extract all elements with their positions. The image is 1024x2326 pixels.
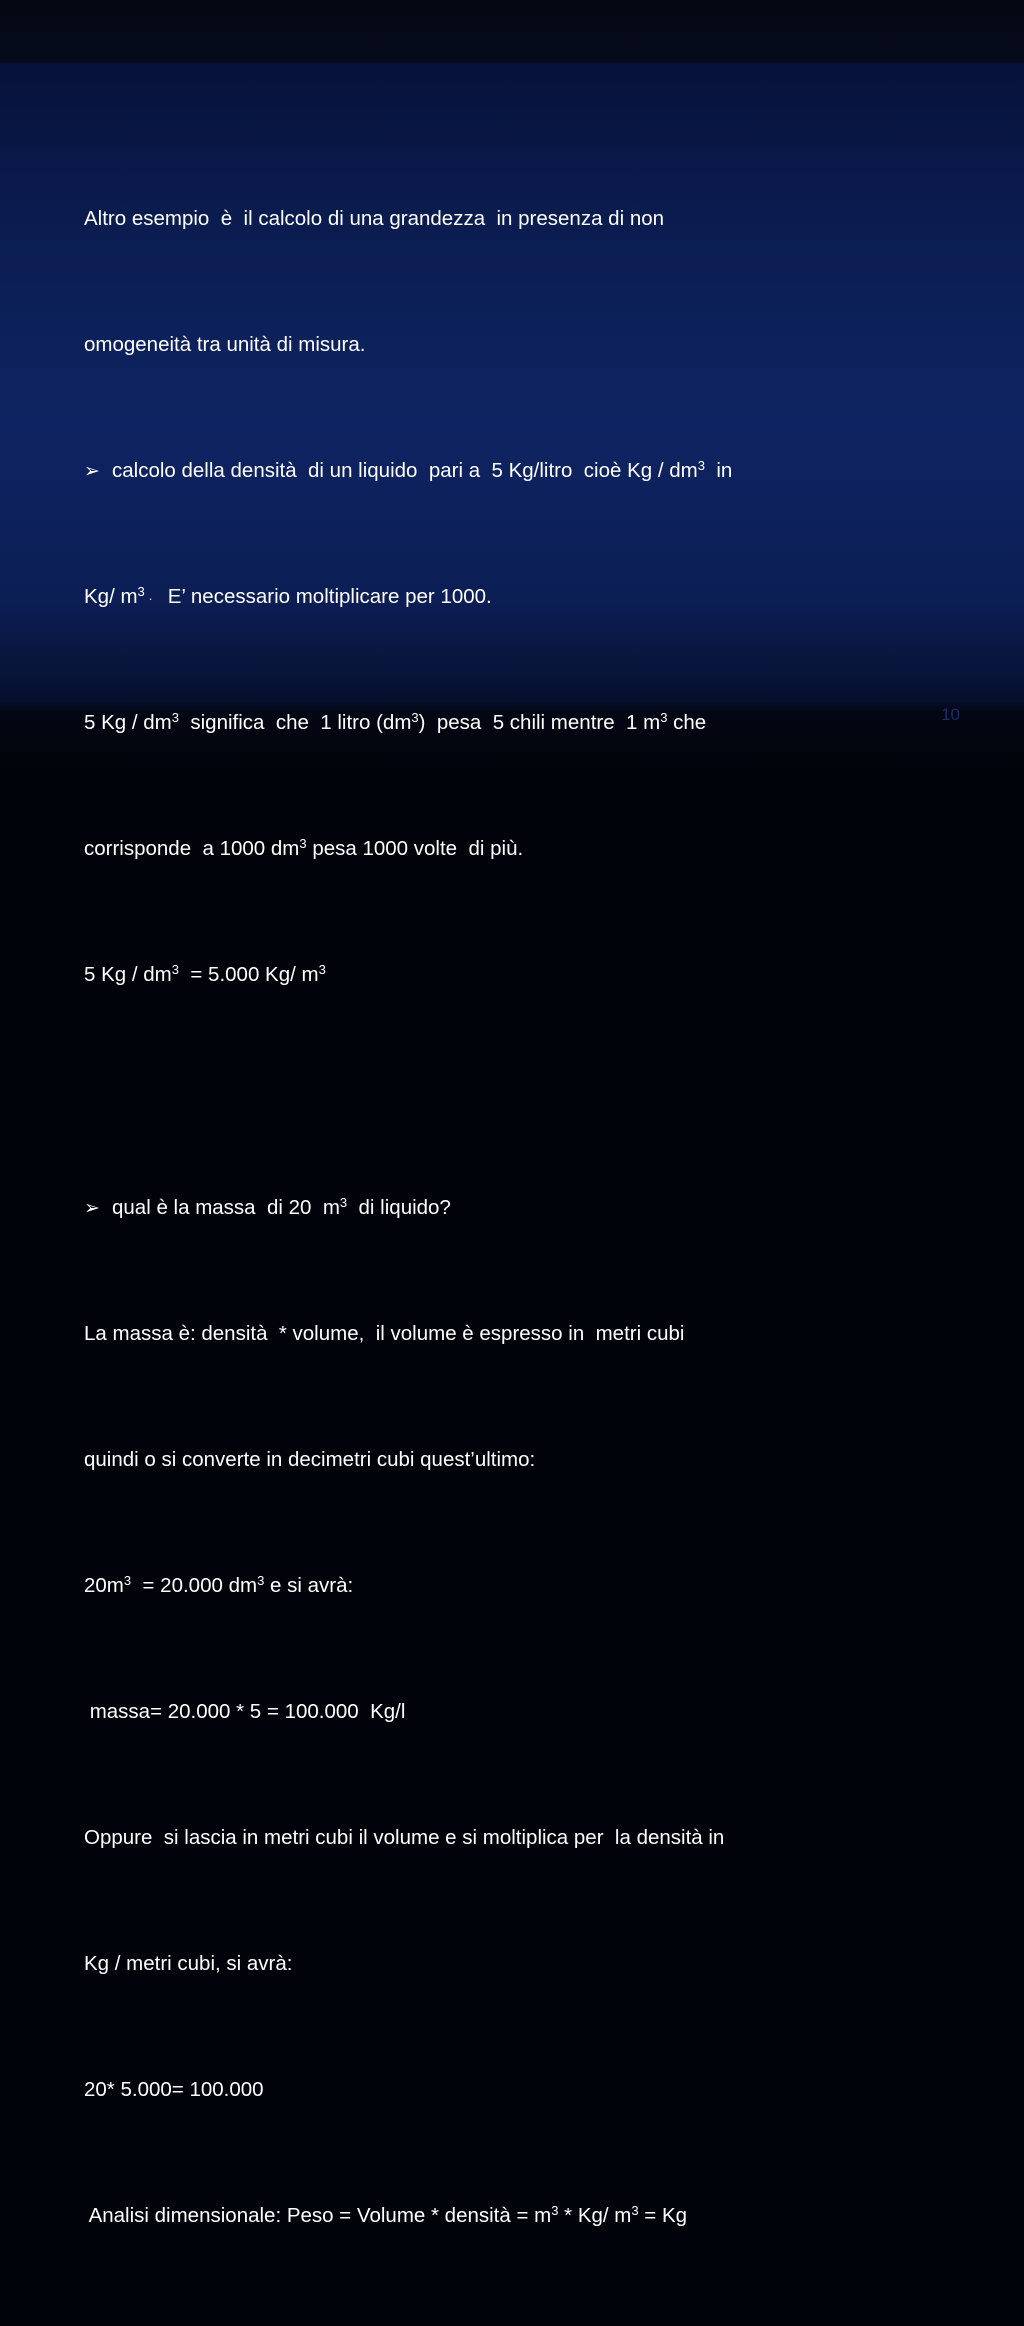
arrow-bullet-icon: ➢ bbox=[84, 1198, 100, 1219]
exponent: 3 bbox=[299, 835, 307, 851]
text: * Kg/ m bbox=[558, 2204, 632, 2227]
text: omogeneità tra unità di misura. bbox=[84, 332, 366, 356]
text: Oppure si lascia in metri cubi il volume e si moltiplica per la densità in bbox=[84, 1826, 725, 1849]
text: ) pesa 5 chili mentre 1 m bbox=[418, 710, 661, 734]
text-line bbox=[84, 833, 904, 865]
text-line bbox=[84, 203, 904, 235]
exponent: 3 bbox=[660, 709, 668, 725]
text: Kg / metri cubi, si avrà: bbox=[84, 1952, 293, 1975]
bullet-line bbox=[84, 455, 904, 487]
text-line bbox=[84, 581, 904, 613]
text: che bbox=[667, 710, 707, 734]
text-line bbox=[84, 1948, 904, 1980]
text: qual è la massa di 20 m bbox=[112, 1196, 340, 1219]
text: corrisponde a 1000 dm bbox=[84, 836, 300, 860]
exponent: 3 bbox=[318, 961, 326, 977]
text-line bbox=[84, 707, 904, 739]
text: = 20.000 dm bbox=[131, 1574, 258, 1597]
text: Altro esempio è il calcolo di una grandezza in presenza di non bbox=[84, 206, 665, 230]
text: 5 Kg / dm bbox=[84, 710, 172, 734]
exponent: 3 bbox=[123, 1573, 132, 1588]
text: E’ necessario moltiplicare per 1000. bbox=[156, 584, 492, 608]
text-line bbox=[84, 1696, 904, 1728]
slide-body bbox=[84, 108, 904, 2326]
exponent: 3 bbox=[171, 961, 179, 977]
bullet-line bbox=[84, 1192, 904, 1224]
exponent: 3 bbox=[257, 1573, 265, 1588]
text-line bbox=[84, 2200, 904, 2232]
exponent: 3 bbox=[697, 457, 705, 473]
text-line bbox=[84, 1444, 904, 1476]
text: e si avrà: bbox=[264, 1574, 354, 1597]
text: Kg/ m bbox=[84, 584, 138, 608]
text: 5 Kg / dm bbox=[84, 962, 172, 986]
text: significa che 1 litro (dm bbox=[178, 710, 412, 734]
text-line bbox=[84, 959, 904, 991]
exponent: 3 bbox=[631, 2203, 639, 2218]
text: 20m bbox=[84, 1574, 124, 1597]
text-line bbox=[84, 1822, 904, 1854]
exponent: 3 bbox=[411, 709, 419, 725]
exponent: 3 bbox=[137, 583, 145, 599]
spacer bbox=[84, 1085, 904, 1098]
text-line bbox=[84, 1570, 904, 1602]
text: 20* 5.000= 100.000 bbox=[84, 2078, 264, 2101]
exponent: 3 bbox=[171, 709, 179, 725]
text-line bbox=[84, 1318, 904, 1350]
text: di liquido? bbox=[347, 1196, 451, 1219]
page-number: 10 bbox=[941, 705, 960, 724]
text: quindi o si converte in decimetri cubi quest’ultimo: bbox=[84, 1448, 536, 1471]
arrow-bullet-icon: ➢ bbox=[84, 460, 100, 482]
text-line bbox=[84, 329, 904, 361]
text: calcolo della densità di un liquido pari a 5 Kg/litro cioè Kg / dm bbox=[112, 458, 698, 482]
exponent: 3 bbox=[551, 2203, 559, 2218]
text: pesa 1000 volte di più. bbox=[306, 836, 524, 860]
text: La massa è: densità * volume, il volume è espresso in metri cubi bbox=[84, 1322, 685, 1345]
text: Analisi dimensionale: Peso = Volume * densità = m bbox=[84, 2204, 552, 2227]
text-line bbox=[84, 2074, 904, 2106]
exponent: 3 bbox=[339, 1195, 348, 1210]
text: = Kg bbox=[638, 2204, 688, 2227]
text: = 5.000 Kg/ m bbox=[178, 962, 319, 986]
dot: · bbox=[144, 590, 157, 606]
text: in bbox=[704, 458, 733, 482]
text: massa= 20.000 * 5 = 100.000 Kg/l bbox=[84, 1700, 406, 1723]
